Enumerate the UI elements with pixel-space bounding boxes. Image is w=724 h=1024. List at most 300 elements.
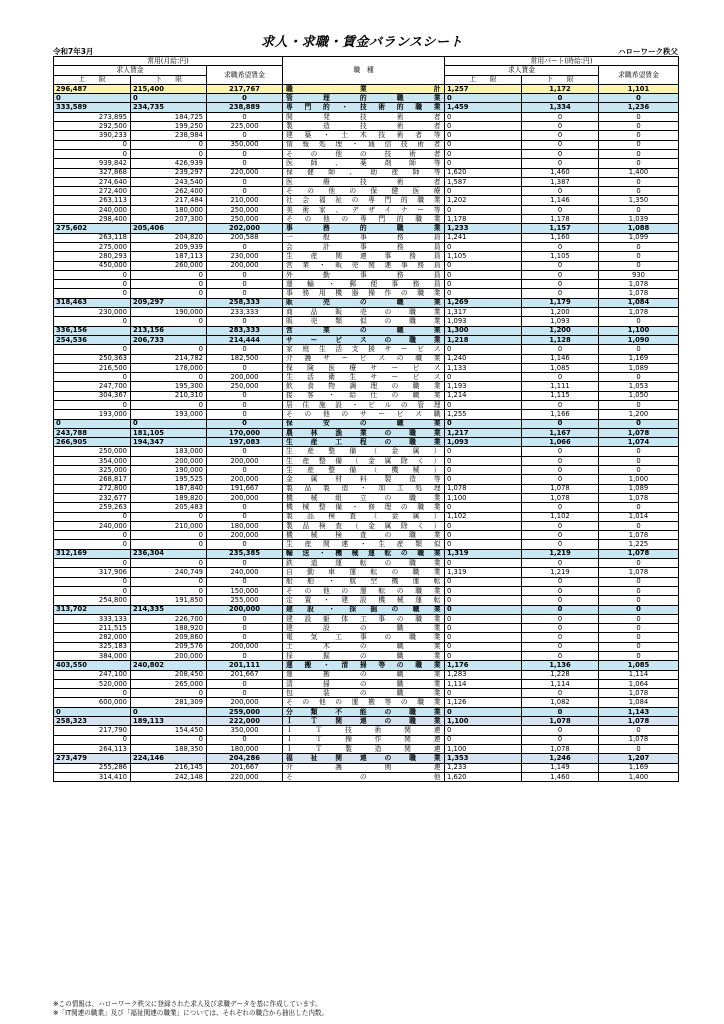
regular-offer-upper-cell: 217,790: [54, 726, 131, 735]
occupation-cell: [283, 224, 445, 233]
occupation-name: 商品販売の職業: [286, 307, 442, 316]
parttime-offer-upper-cell: 0: [445, 735, 522, 744]
parttime-offer-lower-cell: 0: [522, 605, 599, 614]
parttime-offer-lower-cell: 0: [522, 707, 599, 716]
regular-desired-cell: 0: [207, 540, 283, 549]
table-row: [54, 242, 679, 251]
regular-desired-cell: 235,385: [207, 549, 283, 558]
regular-offer-upper-cell: 0: [54, 280, 131, 289]
parttime-offer-upper-cell: 0: [445, 642, 522, 651]
parttime-offer-lower-cell: 1,128: [522, 335, 599, 344]
occupation-cell: [283, 140, 445, 149]
occupation-name: 土木の職業: [286, 642, 442, 651]
table-row: [54, 754, 679, 763]
regular-offer-lower-cell: 214,335: [131, 605, 207, 614]
parttime-offer-lower-cell: 1,115: [522, 391, 599, 400]
parttime-offer-upper-cell: 1,233: [445, 224, 522, 233]
occupation-cell: [283, 382, 445, 391]
table-row: [54, 252, 679, 261]
parttime-desired-cell: 0: [599, 205, 679, 214]
table-row: [54, 373, 679, 382]
table-row: [54, 270, 679, 279]
regular-desired-cell: 0: [207, 270, 283, 279]
parttime-offer-upper-cell: 1,459: [445, 103, 522, 112]
regular-offer-upper-cell: 275,602: [54, 224, 131, 233]
table-row: [54, 735, 679, 744]
occupation-cell: [283, 270, 445, 279]
parttime-offer-upper-cell: 1,241: [445, 233, 522, 242]
parttime-desired-cell: 1,074: [599, 438, 679, 447]
parttime-offer-lower-cell: 1,219: [522, 549, 599, 558]
occupation-name: 分類不能の職業: [286, 707, 442, 716]
regular-offer-lower-cell: 199,250: [131, 122, 207, 131]
occupation-name: 管理的職業: [286, 93, 442, 102]
parttime-offer-upper-cell: 1,093: [445, 438, 522, 447]
regular-offer-lower-cell: 213,156: [131, 326, 207, 335]
occupation-cell: [283, 400, 445, 409]
occupation-cell: [283, 512, 445, 521]
occupation-name: 一般事務員: [286, 233, 442, 242]
parttime-offer-upper-cell: 0: [445, 345, 522, 354]
parttime-offer-upper-cell: 0: [445, 242, 522, 251]
occupation-cell: [283, 252, 445, 261]
parttime-offer-lower-cell: 0: [522, 624, 599, 633]
occupation-name: 船舶・航空機運転: [286, 577, 442, 586]
parttime-offer-upper-cell: 0: [445, 624, 522, 633]
occupation-cell: [283, 475, 445, 484]
parttime-offer-upper-cell: 1,218: [445, 335, 522, 344]
parttime-desired-cell: 1,400: [599, 168, 679, 177]
parttime-offer-upper-cell: 1,240: [445, 354, 522, 363]
occupation-name: 事務用機器操作の職業: [286, 289, 442, 298]
occupation-name: 製品検査（金属除く）: [286, 521, 442, 530]
regular-desired-cell: 0: [207, 159, 283, 168]
regular-offer-upper-cell: 325,000: [54, 466, 131, 475]
parttime-offer-upper-cell: 1,100: [445, 717, 522, 726]
occupation-cell: [283, 624, 445, 633]
parttime-offer-lower-cell: 0: [522, 122, 599, 131]
table-row: [54, 131, 679, 140]
parttime-desired-cell: 1,039: [599, 215, 679, 224]
occupation-name: 社会福祉の専門的職業: [286, 196, 442, 205]
regular-offer-lower-cell: 0: [131, 289, 207, 298]
regular-offer-lower-cell: 200,000: [131, 456, 207, 465]
header-lower-regular: 下 限: [131, 75, 207, 84]
occupation-cell: [283, 410, 445, 419]
regular-desired-cell: 0: [207, 187, 283, 196]
table-row: [54, 261, 679, 270]
parttime-offer-lower-cell: 0: [522, 159, 599, 168]
parttime-offer-upper-cell: 0: [445, 280, 522, 289]
parttime-offer-upper-cell: 0: [445, 419, 522, 428]
regular-offer-lower-cell: 208,450: [131, 670, 207, 679]
parttime-desired-cell: 1,078: [599, 531, 679, 540]
occupation-name: 接客・給仕の職業: [286, 391, 442, 400]
table-row: [54, 559, 679, 568]
occupation-name: 事務的職業: [286, 224, 442, 233]
footnote: ※「IT関連の職業」及び「福祉関連の職業」については、それぞれの職合から抽出した内数。: [53, 1009, 329, 1017]
occupation-cell: [283, 233, 445, 242]
occupation-name: ＩＴ関連の職業: [286, 716, 442, 725]
parttime-desired-cell: 0: [599, 261, 679, 270]
regular-offer-lower-cell: 194,347: [131, 438, 207, 447]
occupation-name: 営業の職業: [286, 326, 442, 335]
regular-desired-cell: 0: [207, 112, 283, 121]
regular-offer-upper-cell: 450,000: [54, 261, 131, 270]
parttime-offer-upper-cell: 1,100: [445, 744, 522, 753]
parttime-offer-lower-cell: 1,200: [522, 308, 599, 317]
occupation-cell: [283, 614, 445, 623]
parttime-desired-cell: 1,078: [599, 493, 679, 502]
regular-offer-lower-cell: 204,820: [131, 233, 207, 242]
occupation-name: 生産整備（金属除く）: [286, 456, 442, 465]
regular-offer-upper-cell: 0: [54, 289, 131, 298]
occupation-cell: [283, 735, 445, 744]
regular-offer-lower-cell: 190,000: [131, 466, 207, 475]
regular-offer-lower-cell: 190,000: [131, 308, 207, 317]
regular-offer-upper-cell: 0: [54, 373, 131, 382]
regular-desired-cell: 202,000: [207, 224, 283, 233]
table-row: [54, 391, 679, 400]
parttime-offer-upper-cell: 0: [445, 521, 522, 530]
occupation-cell: [283, 289, 445, 298]
parttime-desired-cell: 0: [599, 177, 679, 186]
parttime-offer-lower-cell: 0: [522, 689, 599, 698]
table-row: [54, 614, 679, 623]
table-row: [54, 679, 679, 688]
occupation-cell: [283, 577, 445, 586]
table-row: [54, 326, 679, 335]
regular-desired-cell: 200,000: [207, 261, 283, 270]
parttime-offer-lower-cell: 0: [522, 521, 599, 530]
occupation-cell: [283, 689, 445, 698]
regular-offer-lower-cell: 215,400: [131, 84, 207, 93]
regular-offer-lower-cell: 0: [131, 280, 207, 289]
parttime-desired-cell: 0: [599, 122, 679, 131]
regular-offer-lower-cell: 209,860: [131, 633, 207, 642]
footnotes: [53, 1000, 328, 1018]
parttime-desired-cell: 0: [599, 140, 679, 149]
parttime-offer-upper-cell: 0: [445, 577, 522, 586]
regular-offer-lower-cell: 0: [131, 577, 207, 586]
table-row: [54, 670, 679, 679]
parttime-offer-lower-cell: 0: [522, 289, 599, 298]
parttime-desired-cell: 1,078: [599, 280, 679, 289]
occupation-name: その他のサービス職: [286, 410, 442, 419]
parttime-offer-lower-cell: 0: [522, 261, 599, 270]
parttime-desired-cell: 1,078: [599, 289, 679, 298]
occupation-cell: [283, 503, 445, 512]
regular-offer-lower-cell: 189,820: [131, 493, 207, 502]
parttime-offer-lower-cell: 0: [522, 205, 599, 214]
regular-desired-cell: 201,667: [207, 763, 283, 772]
regular-desired-cell: 200,000: [207, 642, 283, 651]
regular-desired-cell: 220,000: [207, 772, 283, 781]
table-row: [54, 531, 679, 540]
regular-offer-lower-cell: 260,000: [131, 261, 207, 270]
regular-offer-lower-cell: 0: [131, 559, 207, 568]
parttime-offer-upper-cell: 1,133: [445, 363, 522, 372]
regular-offer-lower-cell: 180,000: [131, 205, 207, 214]
regular-desired-cell: 225,000: [207, 122, 283, 131]
parttime-offer-upper-cell: 0: [445, 400, 522, 409]
occupation-cell: [283, 122, 445, 131]
regular-offer-upper-cell: 384,000: [54, 652, 131, 661]
occupation-name: 製品検査（金属）: [286, 512, 442, 521]
table-row: [54, 698, 679, 707]
parttime-offer-upper-cell: 0: [445, 633, 522, 642]
parttime-desired-cell: 1,084: [599, 298, 679, 307]
parttime-offer-lower-cell: 1,082: [522, 698, 599, 707]
regular-offer-upper-cell: 255,286: [54, 763, 131, 772]
parttime-offer-lower-cell: 1,246: [522, 754, 599, 763]
regular-offer-lower-cell: 207,300: [131, 215, 207, 224]
parttime-offer-lower-cell: 0: [522, 726, 599, 735]
regular-offer-lower-cell: 189,113: [131, 717, 207, 726]
occupation-cell: [283, 466, 445, 475]
table-row: [54, 177, 679, 186]
occupation-name: 保安の職業: [286, 419, 442, 428]
parttime-offer-lower-cell: 1,146: [522, 354, 599, 363]
occupation-cell: [283, 391, 445, 400]
regular-desired-cell: 220,000: [207, 168, 283, 177]
regular-offer-upper-cell: 312,169: [54, 549, 131, 558]
parttime-desired-cell: 0: [599, 642, 679, 651]
regular-offer-lower-cell: 240,802: [131, 661, 207, 670]
parttime-desired-cell: 0: [599, 466, 679, 475]
regular-offer-lower-cell: 205,483: [131, 503, 207, 512]
regular-offer-upper-cell: 0: [54, 707, 131, 716]
table-row: [54, 335, 679, 344]
table-row: [54, 345, 679, 354]
regular-offer-lower-cell: 191,850: [131, 596, 207, 605]
occupation-cell: [283, 456, 445, 465]
parttime-desired-cell: 1,099: [599, 233, 679, 242]
office-name: ハローワーク秩父: [618, 47, 678, 56]
regular-offer-upper-cell: 216,500: [54, 363, 131, 372]
parttime-offer-lower-cell: 1,160: [522, 233, 599, 242]
regular-offer-lower-cell: 184,725: [131, 112, 207, 121]
regular-desired-cell: 0: [207, 689, 283, 698]
regular-offer-lower-cell: 154,450: [131, 726, 207, 735]
regular-desired-cell: 350,000: [207, 726, 283, 735]
parttime-desired-cell: 0: [599, 652, 679, 661]
parttime-desired-cell: 0: [599, 345, 679, 354]
parttime-offer-lower-cell: 1,146: [522, 196, 599, 205]
parttime-desired-cell: 0: [599, 149, 679, 158]
regular-offer-lower-cell: 240,749: [131, 568, 207, 577]
occupation-name: 美術家、デザイナー等: [286, 205, 442, 214]
regular-desired-cell: 200,000: [207, 475, 283, 484]
regular-desired-cell: 0: [207, 400, 283, 409]
regular-offer-lower-cell: 265,000: [131, 679, 207, 688]
occupation-cell: [283, 261, 445, 270]
parttime-offer-upper-cell: 0: [445, 466, 522, 475]
parttime-offer-upper-cell: 1,620: [445, 772, 522, 781]
regular-offer-lower-cell: 226,700: [131, 614, 207, 623]
regular-desired-cell: 0: [207, 149, 283, 158]
occupation-name: ＩＴ製造関連: [286, 744, 442, 753]
regular-offer-upper-cell: 0: [54, 400, 131, 409]
table-row: [54, 475, 679, 484]
occupation-cell: [283, 744, 445, 753]
regular-offer-upper-cell: 0: [54, 689, 131, 698]
occupation-cell: [283, 280, 445, 289]
regular-offer-lower-cell: 236,304: [131, 549, 207, 558]
regular-offer-upper-cell: 266,905: [54, 438, 131, 447]
regular-offer-lower-cell: 188,350: [131, 744, 207, 753]
regular-desired-cell: 0: [207, 652, 283, 661]
occupation-cell: [283, 549, 445, 558]
parttime-offer-lower-cell: 0: [522, 373, 599, 382]
regular-offer-upper-cell: 0: [54, 419, 131, 428]
regular-offer-upper-cell: 354,000: [54, 456, 131, 465]
parttime-offer-lower-cell: 1,167: [522, 428, 599, 437]
occupation-cell: [283, 373, 445, 382]
occupation-name: 営業・販売関連事務員: [286, 261, 442, 270]
parttime-desired-cell: 930: [599, 270, 679, 279]
regular-offer-lower-cell: 205,406: [131, 224, 207, 233]
occupation-name: 運輸・郵便事務員: [286, 279, 442, 288]
regular-desired-cell: 0: [207, 363, 283, 372]
table-row: [54, 308, 679, 317]
table-row: [54, 568, 679, 577]
regular-offer-lower-cell: 209,297: [131, 298, 207, 307]
parttime-desired-cell: 1,078: [599, 308, 679, 317]
regular-offer-upper-cell: 0: [54, 270, 131, 279]
regular-offer-upper-cell: 0: [54, 149, 131, 158]
parttime-offer-upper-cell: 0: [445, 707, 522, 716]
table-row: [54, 410, 679, 419]
table-row: [54, 493, 679, 502]
parttime-offer-upper-cell: 0: [445, 586, 522, 595]
table-row: [54, 400, 679, 409]
parttime-offer-lower-cell: 0: [522, 642, 599, 651]
parttime-offer-lower-cell: 0: [522, 149, 599, 158]
occupation-name: 製品製造・加工処理: [286, 484, 442, 493]
table-row: [54, 652, 679, 661]
table-row: [54, 94, 679, 103]
parttime-desired-cell: 1,143: [599, 707, 679, 716]
occupation-name: 家庭生活支援サービス: [286, 344, 442, 353]
table-row: [54, 419, 679, 428]
regular-offer-upper-cell: 240,000: [54, 205, 131, 214]
parttime-offer-lower-cell: 1,219: [522, 568, 599, 577]
occupation-name: 福祉関連の職業: [286, 754, 442, 763]
occupation-cell: [283, 707, 445, 716]
table-row: [54, 456, 679, 465]
parttime-offer-upper-cell: 0: [445, 373, 522, 382]
occupation-cell: [283, 754, 445, 763]
regular-offer-upper-cell: 0: [54, 735, 131, 744]
parttime-desired-cell: 0: [599, 614, 679, 623]
occupation-cell: [283, 298, 445, 307]
regular-desired-cell: 350,000: [207, 140, 283, 149]
table-row: [54, 280, 679, 289]
occupation-cell: [283, 484, 445, 493]
parttime-offer-lower-cell: 0: [522, 559, 599, 568]
parttime-offer-lower-cell: 1,200: [522, 326, 599, 335]
regular-offer-upper-cell: 273,895: [54, 112, 131, 121]
parttime-offer-upper-cell: 1,193: [445, 382, 522, 391]
parttime-offer-lower-cell: 1,078: [522, 717, 599, 726]
occupation-name: 製造技術者: [286, 121, 442, 130]
parttime-offer-upper-cell: 0: [445, 689, 522, 698]
parttime-desired-cell: 0: [599, 419, 679, 428]
occupation-cell: [283, 94, 445, 103]
parttime-offer-lower-cell: 1,111: [522, 382, 599, 391]
parttime-offer-upper-cell: 1,178: [445, 215, 522, 224]
occupation-cell: [283, 679, 445, 688]
regular-desired-cell: 201,111: [207, 661, 283, 670]
regular-offer-upper-cell: 258,323: [54, 717, 131, 726]
parttime-offer-lower-cell: 0: [522, 531, 599, 540]
occupation-cell: [283, 326, 445, 335]
parttime-offer-upper-cell: 1,202: [445, 196, 522, 205]
header-offer-wage-parttime: 求人賃金: [445, 66, 599, 75]
regular-desired-cell: 0: [207, 242, 283, 251]
occupation-cell: [283, 354, 445, 363]
parttime-offer-upper-cell: 0: [445, 94, 522, 103]
table-row: [54, 168, 679, 177]
parttime-desired-cell: 1,236: [599, 103, 679, 112]
header-regular: 常用(月給:円): [54, 57, 283, 66]
regular-desired-cell: 180,000: [207, 521, 283, 530]
parttime-offer-upper-cell: 0: [445, 605, 522, 614]
regular-offer-lower-cell: 234,735: [131, 103, 207, 112]
occupation-cell: [283, 521, 445, 530]
occupation-cell: [283, 605, 445, 614]
parttime-desired-cell: 0: [599, 447, 679, 456]
regular-desired-cell: 250,000: [207, 215, 283, 224]
regular-offer-upper-cell: 0: [54, 559, 131, 568]
parttime-desired-cell: 0: [599, 744, 679, 753]
occupation-cell: [283, 103, 445, 112]
occupation-cell: [283, 568, 445, 577]
parttime-offer-lower-cell: 0: [522, 242, 599, 251]
occupation-cell: [283, 215, 445, 224]
parttime-offer-lower-cell: 1,228: [522, 670, 599, 679]
parttime-offer-lower-cell: 1,105: [522, 252, 599, 261]
regular-offer-upper-cell: 230,000: [54, 308, 131, 317]
occupation-cell: [283, 345, 445, 354]
regular-offer-lower-cell: 0: [131, 707, 207, 716]
regular-desired-cell: 200,000: [207, 456, 283, 465]
regular-offer-upper-cell: 520,000: [54, 679, 131, 688]
parttime-offer-lower-cell: 0: [522, 503, 599, 512]
regular-offer-upper-cell: 259,263: [54, 503, 131, 512]
occupation-name: 生活衛生サービス: [286, 372, 442, 381]
occupation-name: その他の技術者: [286, 149, 442, 158]
occupation-name: 外勤事務員: [286, 270, 442, 279]
table-row: [54, 586, 679, 595]
occupation-name: 情報処理・通信技術者: [286, 140, 442, 149]
parttime-offer-upper-cell: 0: [445, 726, 522, 735]
regular-offer-upper-cell: 327,868: [54, 168, 131, 177]
parttime-offer-upper-cell: 1,176: [445, 661, 522, 670]
occupation-cell: [283, 84, 445, 93]
regular-desired-cell: 0: [207, 679, 283, 688]
occupation-name: 運搬の職業: [286, 670, 442, 679]
parttime-desired-cell: 1,064: [599, 679, 679, 688]
regular-offer-upper-cell: 272,800: [54, 484, 131, 493]
table-row: [54, 605, 679, 614]
parttime-offer-lower-cell: 1,172: [522, 84, 599, 93]
parttime-offer-lower-cell: 0: [522, 131, 599, 140]
table-row: [54, 549, 679, 558]
regular-offer-lower-cell: 0: [131, 689, 207, 698]
regular-offer-upper-cell: 325,183: [54, 642, 131, 651]
